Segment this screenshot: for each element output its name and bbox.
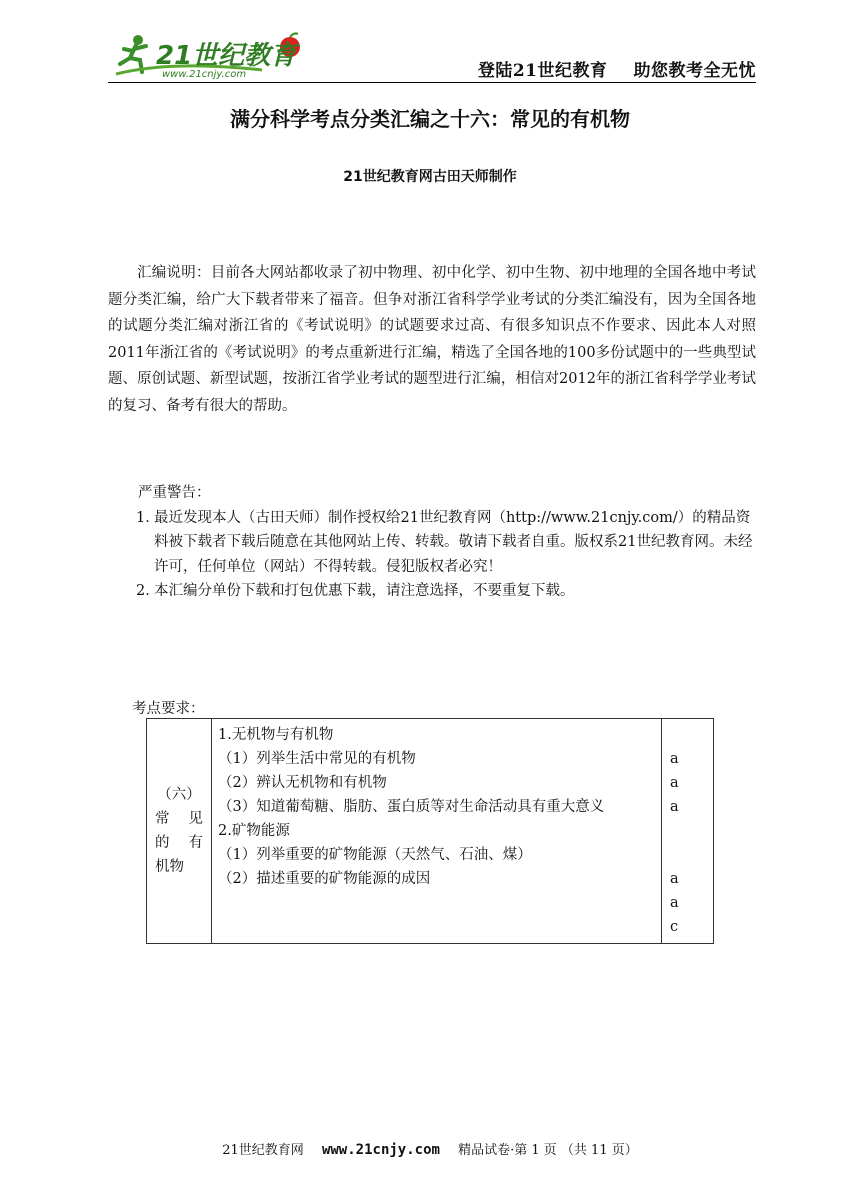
warning-section: [108, 481, 756, 604]
category-line: 常 见: [155, 811, 203, 827]
requirements-table: [146, 718, 714, 944]
header-slogan: [478, 56, 756, 81]
page-footer: [0, 1139, 860, 1158]
requirement-level: a: [670, 895, 679, 911]
requirement-item: （2）辨认无机物和有机物: [218, 775, 387, 791]
slogan-right: 助您教考全无忧: [633, 61, 756, 81]
requirement-item: （1）列举生活中常见的有机物: [218, 751, 416, 767]
requirement-item: （2）描述重要的矿物能源的成因: [218, 871, 431, 887]
footer-site-link[interactable]: www.21cnjy.com: [321, 1142, 440, 1158]
requirement-level: a: [670, 871, 679, 887]
category-line: 的 有: [155, 835, 203, 851]
requirement-item: 1.无机物与有机物: [218, 727, 334, 743]
slogan-left: 登陆21世纪教育: [477, 61, 608, 81]
warning-item-text: 最近发现本人（古田天师）制作授权给21世纪教育网（http://www.21cnjy.com/）的精品资料被下载者下载后随意在其他网站上传、转载。敬请下载者自重。版权系21世纪教育网。未经许可，任何单位（网站）不得转载。侵犯版权者必究！: [154, 509, 753, 575]
requirements-label: 考点要求：: [132, 701, 205, 717]
levels-cell: [662, 719, 714, 944]
category-cell: [147, 719, 212, 944]
requirement-item: （3）知道葡萄糖、脂肪、蛋白质等对生命活动具有重大意义: [218, 799, 605, 815]
footer-left: 21世纪教育网: [222, 1143, 304, 1158]
items-cell: [212, 719, 662, 944]
category-line: （六）: [157, 787, 201, 803]
page-subtitle: 21世纪教育网古田天师制作: [343, 169, 517, 185]
page-header: [108, 28, 756, 82]
logo-url: www.21cnjy.com: [162, 69, 247, 80]
footer-page-info: 精品试卷·第 1 页 （共 11 页）: [458, 1143, 638, 1158]
warning-item-number: 2．: [136, 583, 160, 599]
header-divider: [108, 82, 756, 83]
warning-item-text: 本汇编分单份下载和打包优惠下载，请注意选择，不要重复下载。: [154, 583, 575, 599]
requirement-item: （1）列举重要的矿物能源（天然气、石油、煤）: [218, 847, 532, 863]
intro-paragraph: 汇编说明：目前各大网站都收录了初中物理、初中化学、初中生物、初中地理的全国各地中考试题分类汇编，给广大下载者带来了福音。但争对浙江省科学学业考试的分类汇编没有，因为全国各地的试题分类汇编对浙江省的《考试说明》的试题要求过高、有很多知识点不作要求、因此本人对照2011年浙江省的《考试说明》的考点重新进行汇编，精选了全国各地的100多份试题中的一些典型试题、原创试题、新型试题，按浙江省学业考试的题型进行汇编，相信对2012年的浙江省科学学业考试的复习、备考有很大的帮助。: [108, 265, 756, 414]
site-logo[interactable]: [112, 30, 312, 80]
category-line: 机物: [155, 859, 184, 875]
warning-item: [108, 506, 756, 580]
requirement-level: a: [670, 799, 679, 815]
warning-list: [108, 506, 756, 604]
requirement-level: c: [670, 919, 679, 935]
requirement-item: 2.矿物能源: [218, 823, 290, 839]
warning-item-number: 1．: [136, 509, 160, 526]
intro-section: [108, 260, 756, 419]
warning-item: [108, 579, 756, 604]
requirement-level: a: [670, 775, 679, 791]
logo-text: 21世纪教育: [156, 41, 297, 71]
page-title: 满分科学考点分类汇编之十六：常见的有机物: [230, 107, 630, 131]
requirement-level: a: [670, 751, 679, 767]
table-row: [147, 719, 714, 944]
warning-title: 严重警告：: [138, 485, 211, 501]
